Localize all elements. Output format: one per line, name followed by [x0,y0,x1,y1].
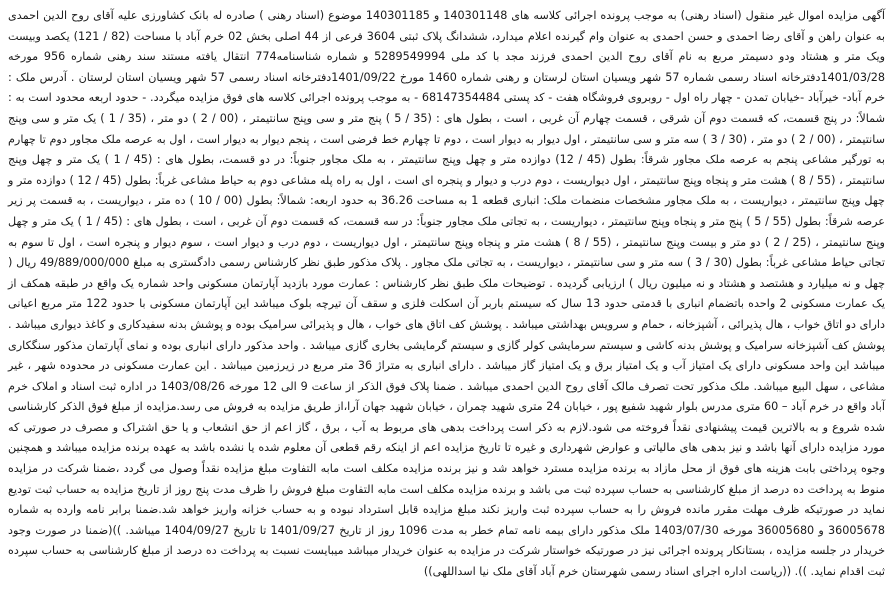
auction-notice-text: آگهی مزایده اموال غیر منقول (اسناد رهنی) به موجب پرونده اجرائی کلاسه های 140301148 و 140301185 موضوع (اسناد رهنی ) صادره له بانک کشاورزی علیه آقای روح الدین احمدی به عنوان راهن و آقای رضا احمدی و حسن احمدی به عنوان وام گیرنده اعلام میدارد، ششدانگ پلاک ثبتی 3604 فرعی از 44 اصلی بخش 02 خرم آباد با مساحت (82 / 121) یکصد وبیست ویک متر و هشتاد ودو دسیمتر مربع به نام آقای روح الدین احمدی فرزند مجد با کد ملی 5289549994 و شماره شناسنامه774 انتقال یافته مستند سند رهنی شماره 956 مورخه 1401/03/28دفترخانه اسناد رسمی شماره 57 شهر ویسیان استان لرستان و رهنی شماره 1460 مورخ 1401/09/22دفترخانه اسناد رسمی 57 شهر ویسیان استان لرستان . آدرس ملک : خرم آباد- خیرآباد -خیابان تمدن - چهار راه اول - روبروی فروشگاه هفت - کد پستی 68147354484 - به موجب پرونده اجرائی کلاسه های فوق مزایده میگردد. - حدود اربعه محدود است به : شمالاً: در پنج قسمت، که قسمت دوم آن شرقی ، قسمت چهارم آن غربی ، است ، بطول های : (35 / 5 ) پنج متر و سی وپنج سانتیمتر ، (00 / 2 ) دو متر ، (35 / 1 ) یک متر و سی وپنج سانتیمتر ، (00 / 2 ) دو متر ، (30 / 3 ) سه متر و سی سانتیمتر ، اول دیوار به دیوار است ، دوم تا چهارم خط فرضی است ، پنجم دیوار به دیوار است ، اول به عرصه ملک مجاور دوم تا چهارم به تورگیر مشاعی پنجم به عرصه ملک مجاور شرقاً: بطول (45 / 12) دوازده متر و چهل وپنج سانتیمتر ، به ملک مجاور جنوباً: در دو قسمت، بطول های : (45 / 1 ) یک متر و چهل وپنج سانتیمتر ، (55 / 8 ) هشت متر و پنجاه وپنج سانتیمتر ، اول دیواریست ، دوم درب و دیوار و پنجره ای است ، اول به راه پله مشاعی دوم به حیاط مشاعی غرباً: بطول (45 / 12 ) دوازده متر و چهل وپنج سانتیمتر ، دیواریست ، به ملک مجاور مشخصات منضمات ملک: انباری قطعه 1 به مساحت 36.26 به حدود اربعه: شمالاً: بطول (00 / 10 ) ده متر ، دیواریست ، به قسمت پر زیر عرصه شرقاً: بطول (55 / 5 ) پنج متر و پنجاه وپنج سانتیمتر ، دیواریست ، به تجاتی ملک مجاور جنوباً: در سه قسمت، که قسمت دوم آن غربی ، است ، بطول های : (45 / 1 ) یک متر و چهل وپنج سانتیمتر ، (25 / 2 ) دو متر و بیست وپنج سانتیمتر ، (55 / 8 ) هشت متر و پنجاه وپنج سانتیمتر ، اول دیواریست ، دوم درب و دیوار است ، سوم دیوار و پنجره است ، اول تا سوم به تجاتی حیاط مشاعی غرباً: بطول (30 / 3 ) سه متر و سی سانتیمتر ، دیواریست ، به تجاتی ملک مجاور . پلاک مذکور طبق نظر کارشناس رسمی دادگستری به مبلغ 49/889/000/000 ریال ( چهل و نه میلیارد و هشتصد و هشتاد و نه میلیون ریال ) ارزیابی گردیده . توضیحات ملک طبق نظر کارشناس : عمارت مورد بازدید آپارتمان مسکونی واحد شماره یک واقع در طبقه همکف از یک عمارت مسکونی 2 واحده باتضمام انباری با قدمتی حدود 13 سال که سیستم باربر آن اسکلت فلزی و سقف آن تیرچه بلوک میباشد این آپارتمان مسکونی با حدود 122 متر مربع اعیانی دارای دو اتاق خواب ، هال پذیرائی ، آشپزخانه ، حمام و سرویس بهداشتی میباشد . پوشش کف اتاق های خواب ، هال و پذیرائی سرامیک بوده و پوشش بدنه سفیدکاری و کاغذ دیواری میباشد . پوشش کف آشپزخانه سرامیک و پوشش بدنه کاشی و سیستم سرمایشی کولر گازی و سیستم گرمایشی بخاری گازی میباشد . واحد مذکور دارای انباری بوده و نمای آپارتمان مذکور سنگکاری میباشد این واحد مسکونی دارای یک امتیاز آب و یک امتیاز برق و یک امتیاز گاز میباشد . دارای انباری به متراژ 36 متر مربع در زیرزمین میباشد . این عمارت مسکونی در محدوده شهر ، غیر مشاعی ، سهل البیع میباشد. ملک مذکور تحت تصرف مالک آقای روح الدین احمدی میباشد . ضمنا پلاک فوق الذکر از ساعت 9 الی 12 مورخه 1403/08/26 در اداره ثبت اسناد و املاک خرم آباد واقع در خرم آباد – 60 متری مدرس بلوار شهید شفیع پور ، خیابان 24 متری شهید چمران ، خیابان شهید جهان آرا،از طریق مزایده به فروش می رسد.مزایده از مبلغ فوق الذکر کارشناسی شده شروع و به بالاترین قیمت پیشنهادی نقداً فروخته می شود.لازم به ذکر است پرداخت بدهی های مربوط به آب ، برق ، گاز اعم از حق انشعاب و یا حق اشتراک و مصرف در صورتی که مورد مزایده دارای آنها باشد و نیز بدهی های مالیاتی و عوارض شهرداری و غیره تا تاریخ مزایده اعم از اینکه رقم قطعی آن معلوم شده یا نشده باشد به عهده برنده مزایده میباشد و همچنین وجوه پرداختی بابت هزینه های فوق از محل مازاد به برنده مزایده مسترد خواهد شد و نیز برنده مزایده مکلف است مابه التفاوت مبلغ مزایده نقداً وصول می گردد ،ضمنا شرکت در مزایده منوط به پرداخت ده درصد از مبلغ کارشناسی به حساب سپرده ثبت می باشد و برنده مزایده مکلف است مابه التفاوت مبلغ فروش را ظرف مدت پنج روز از تاریخ مزایده به حساب ثبت تودیع نماید در صورتیکه ظرف مهلت مقرر مانده فروش را به حساب سپرده ثبت واریز نکند مبلغ مزایده قابل استرداد نبوده و به حساب خزانه واریز خواهد شد.ضمنا برابر نامه وارده به شماره 36005678 و 36005680 مورخه 1403/07/30 ملک مذکور دارای بیمه نامه تمام خطر به مدت 1096 روز از تاریخ 1401/09/27 تا تاریخ 1404/09/27 میباشد. ))(ضمنا در صورت وجود خریدار در جلسه مزایده ، بستانکار پرونده اجرائی نیز در صورتیکه خواستار شرکت در مزایده به عنوان خریدار میباشد میبایست نسبت به پرداخت ده درصد از مبلغ کارشناسی به حساب سپرده ثبت اقدام نماید. )). ((ریاست اداره اجرای اسناد رسمی شهرستان خرم آباد آقای ملک نیا اسداللهی)) [8,9,886,579]
